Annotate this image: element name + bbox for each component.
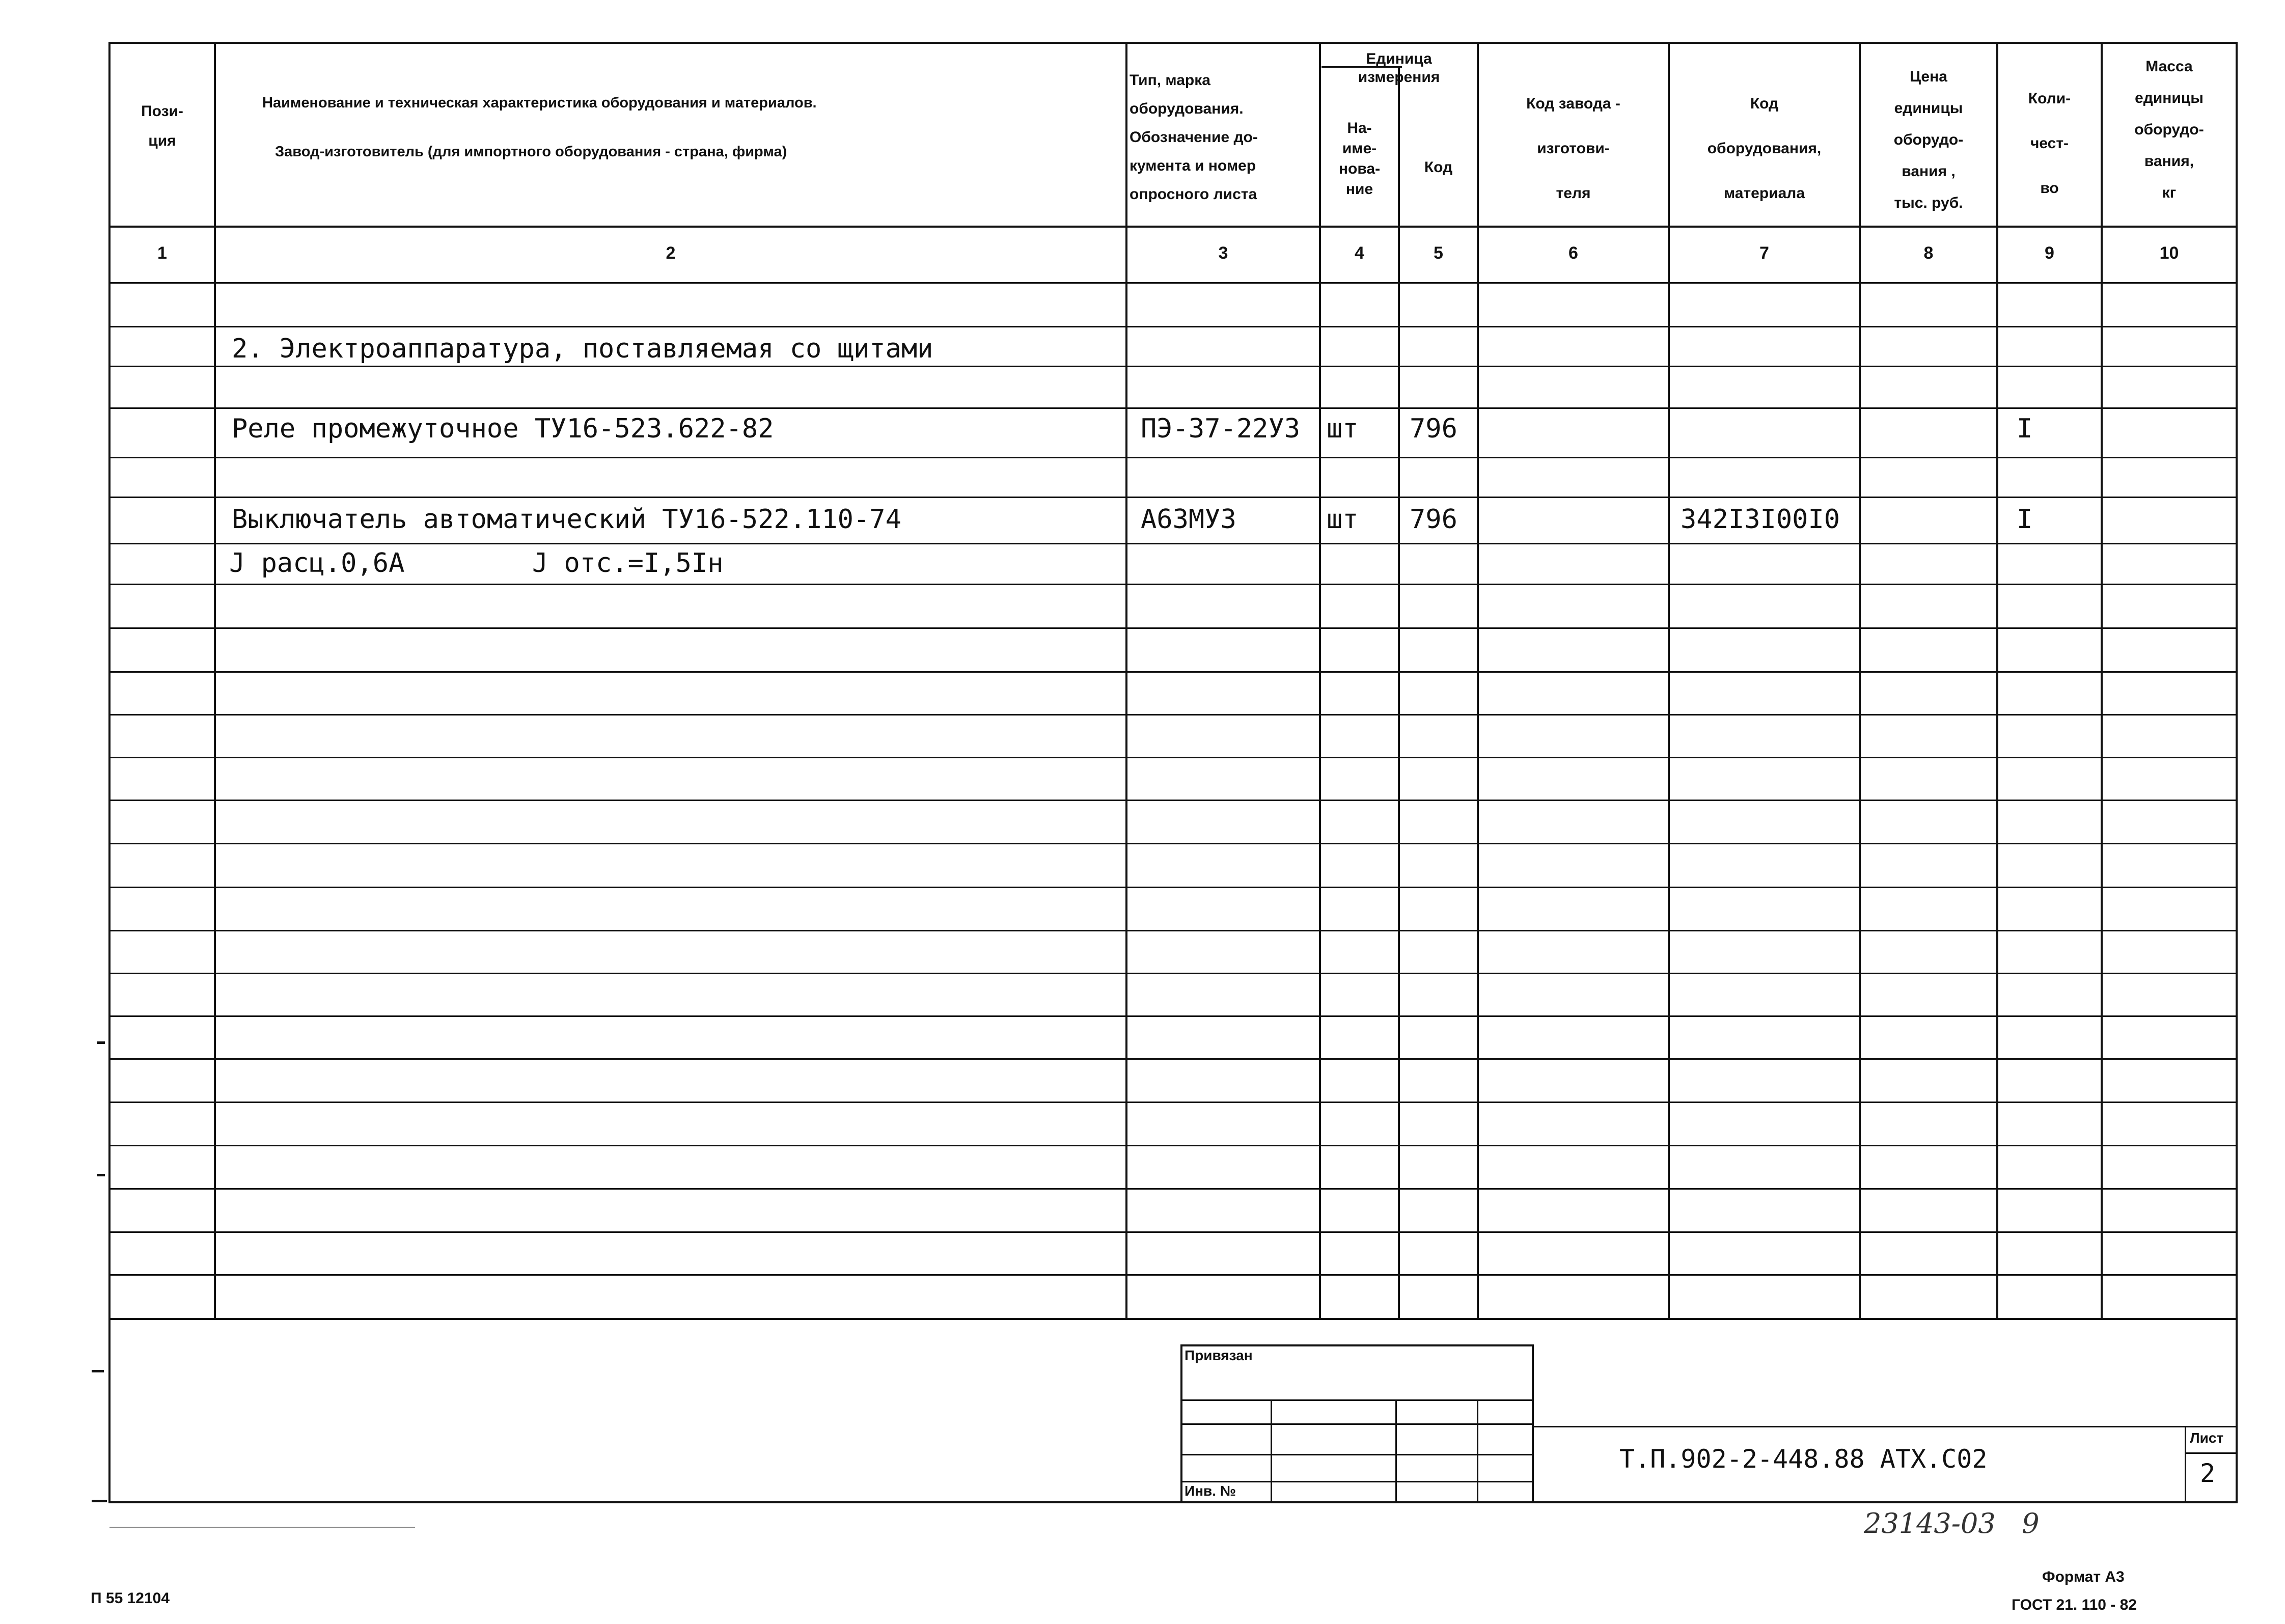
header-col-4: На- име- нова- ние <box>1338 120 1381 198</box>
header-col-5: Код <box>1424 159 1453 176</box>
footer-gost: ГОСТ 21. 110 - 82 <box>2012 1597 2137 1613</box>
col-num-7: 7 <box>1759 243 1769 263</box>
stamp-inv-label: Инв. № <box>1185 1483 1236 1499</box>
breaker-unit: шт <box>1327 504 1359 535</box>
header-col-2-line1: Наименование и техническая характеристика оборудования и материалов. <box>262 95 817 111</box>
breaker-material-code: 342I3I00I0 <box>1681 504 1840 535</box>
col-num-4: 4 <box>1355 243 1364 263</box>
header-col-3: Тип, марка оборудования. Обозначение до- кумента и номер опросного листа <box>1130 72 1258 203</box>
footer-left-code: П 55 12104 <box>91 1590 170 1607</box>
col-num-9: 9 <box>2045 243 2054 263</box>
relay-name: Реле промежуточное ТУ16-523.622-82 <box>232 414 774 444</box>
header-col-9: Коли- чест- во <box>2028 90 2071 197</box>
breaker-type: А63МУ3 <box>1141 504 1236 535</box>
header-col-7: Код оборудования, материала <box>1707 95 1822 202</box>
document-code: Т.П.902-2-448.88 АТХ.С02 <box>1619 1444 1988 1474</box>
col-num-10: 10 <box>2159 243 2179 263</box>
breaker-params: J расц.0,6А J отс.=I,5Iн <box>229 548 724 579</box>
col-num-2: 2 <box>666 243 676 263</box>
header-col-2-line2: Завод-изготовитель (для импортного оборудования - страна, фирма) <box>275 144 787 160</box>
col-num-8: 8 <box>1923 243 1934 263</box>
col-num-6: 6 <box>1568 243 1578 263</box>
header-col-8: Цена единицы оборудо- вания , тыс. руб. <box>1893 68 1964 211</box>
breaker-quantity: I <box>2017 504 2033 535</box>
col-num-5: 5 <box>1434 243 1443 263</box>
relay-type: ПЭ-37-22У3 <box>1141 414 1301 444</box>
header-col-10: Масса единицы оборудо- вания, кг <box>2134 58 2204 201</box>
header-unit-group: Единица измерения <box>1358 50 1440 86</box>
header-col-6: Код завода - изготови- теля <box>1526 95 1620 202</box>
breaker-name: Выключатель автоматический ТУ16-522.110-74 <box>232 504 901 535</box>
sheet-number: 2 <box>2200 1458 2216 1488</box>
stamp-bound-label: Привязан <box>1185 1347 1253 1363</box>
breaker-unit-code: 796 <box>1410 504 1457 535</box>
col-num-3: 3 <box>1218 243 1228 263</box>
footer-format: Формат А3 <box>2042 1568 2125 1585</box>
sheet-label: Лист <box>2190 1430 2224 1446</box>
section-title: 2. Электроаппаратура, поставляемая со щитами <box>232 334 933 364</box>
relay-quantity: I <box>2017 414 2033 444</box>
header-col-1: Пози- ция <box>141 103 183 149</box>
relay-unit: шт <box>1327 414 1359 444</box>
relay-unit-code: 796 <box>1410 414 1457 444</box>
handwritten-number: 23143-03 9 <box>1864 1507 2040 1539</box>
col-num-1: 1 <box>157 243 167 263</box>
